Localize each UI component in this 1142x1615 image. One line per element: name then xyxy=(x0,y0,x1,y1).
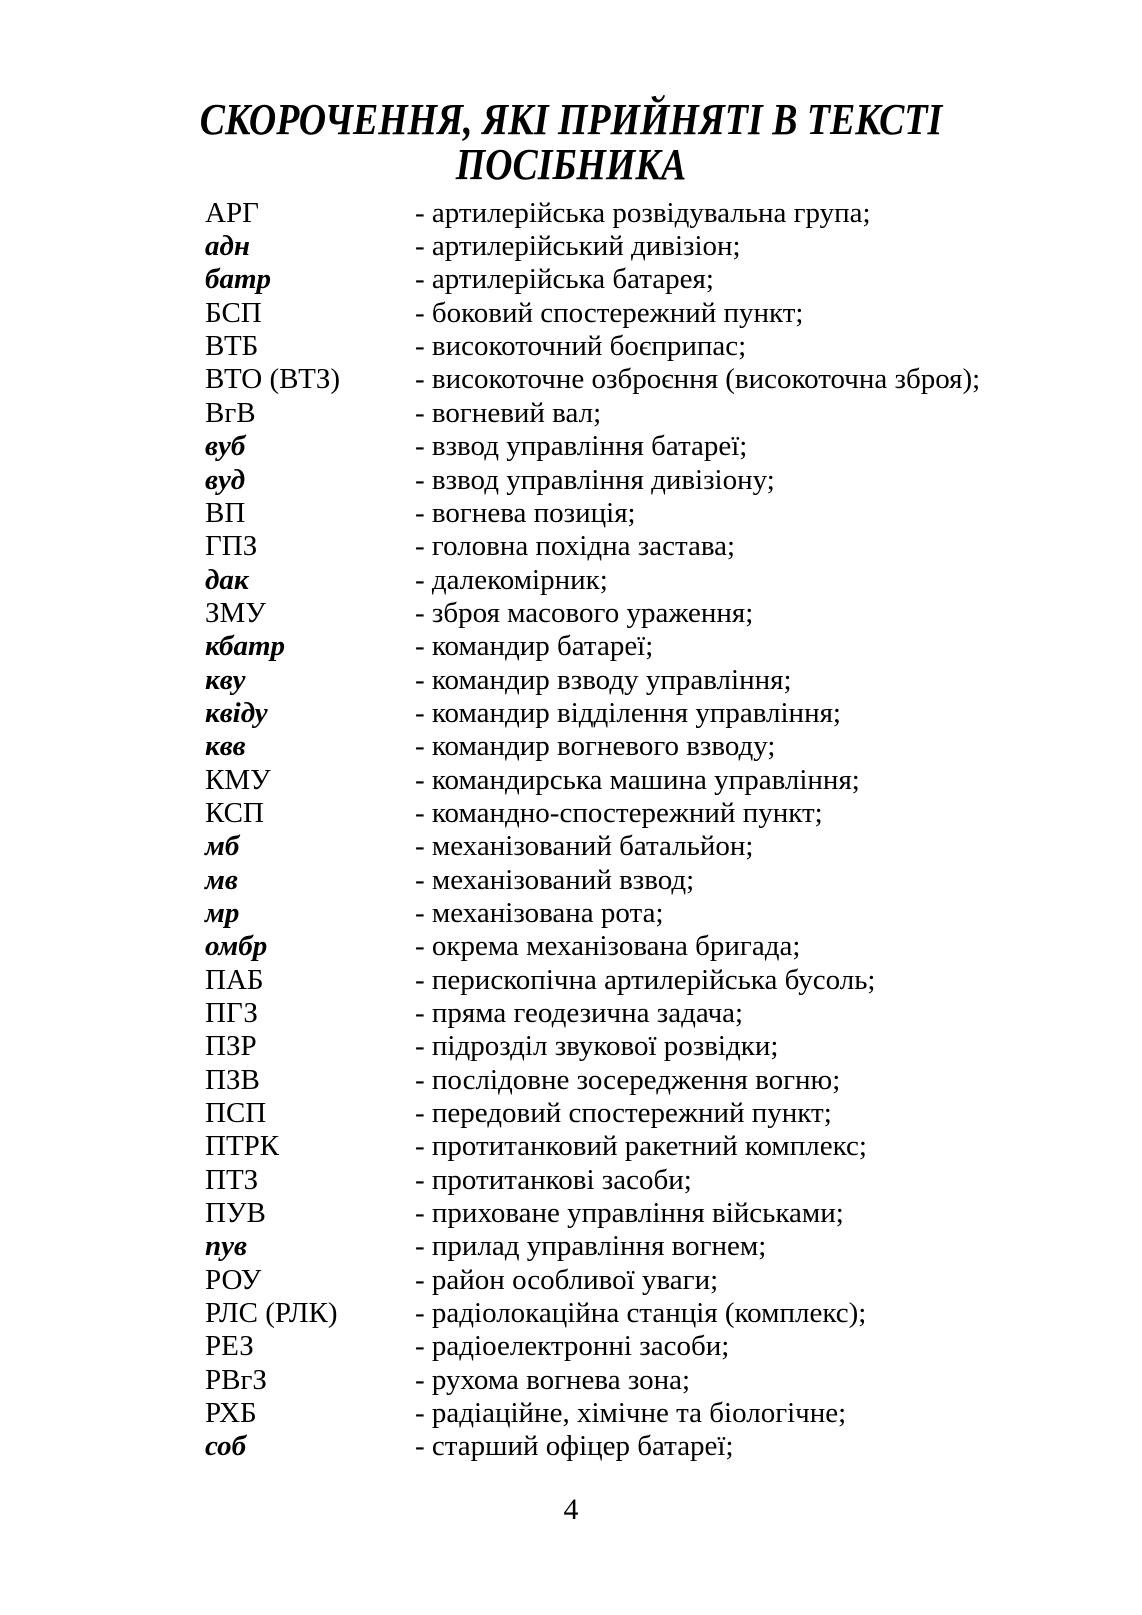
abbreviation-row xyxy=(0,297,1142,330)
abbreviation-row xyxy=(0,230,1142,263)
abbreviation-row xyxy=(0,197,1142,230)
abbreviation-definition: - високоточний боєприпас; xyxy=(415,330,747,363)
abbreviation-row xyxy=(0,697,1142,730)
abbreviation-term: КСП xyxy=(205,796,264,829)
abbreviation-row xyxy=(0,897,1142,930)
abbreviation-row xyxy=(0,1330,1142,1363)
abbreviation-term: пув xyxy=(205,1230,247,1263)
abbreviation-row xyxy=(0,1164,1142,1197)
abbreviation-term: ПТРК xyxy=(205,1130,280,1163)
abbreviation-term: дак xyxy=(205,563,249,596)
page-number: 4 xyxy=(563,1493,579,1526)
abbreviation-term: ВП xyxy=(205,496,246,529)
abbreviation-definition: - взвод управління дивізіону; xyxy=(415,463,775,496)
abbreviation-definition: - артилерійська батарея; xyxy=(415,263,714,296)
abbreviation-definition: - район особливої уваги; xyxy=(415,1263,719,1296)
abbreviation-definition: - високоточне озброєння (високоточна зброя); xyxy=(415,363,981,396)
abbreviation-term: РЛС (РЛК) xyxy=(205,1297,338,1330)
abbreviation-term: квіду xyxy=(205,696,268,729)
abbreviation-row xyxy=(0,530,1142,563)
abbreviation-definition: - механізована рота; xyxy=(415,896,664,929)
abbreviation-row xyxy=(0,864,1142,897)
abbreviation-term: батр xyxy=(205,263,272,296)
abbreviation-row xyxy=(0,497,1142,530)
abbreviation-definition: - перископічна артилерійська бусоль; xyxy=(415,963,876,996)
abbreviation-term: АРГ xyxy=(205,196,259,229)
abbreviation-term: РВгЗ xyxy=(205,1363,267,1396)
abbreviation-row xyxy=(0,1064,1142,1097)
abbreviation-term: ЗМУ xyxy=(205,596,266,629)
abbreviation-row xyxy=(0,330,1142,363)
abbreviation-row xyxy=(0,397,1142,430)
page-title-line2: ПОСІБНИКА xyxy=(455,139,687,189)
abbreviation-row xyxy=(0,1230,1142,1263)
abbreviation-term: ПСП xyxy=(205,1097,267,1130)
abbreviation-term: ПЗВ xyxy=(205,1063,260,1096)
abbreviation-definition: - артилерійська розвідувальна група; xyxy=(415,196,871,229)
abbreviation-definition: - підрозділ звукової розвідки; xyxy=(415,1030,779,1063)
abbreviation-row xyxy=(0,263,1142,296)
abbreviation-definition: - командир взводу управління; xyxy=(415,663,792,696)
page-title-line1: СКОРОЧЕННЯ, ЯКІ ПРИЙНЯТІ В ТЕКСТІ xyxy=(199,95,943,144)
abbreviation-term: БСП xyxy=(205,296,262,329)
abbreviation-row xyxy=(0,1197,1142,1230)
abbreviation-term: омбр xyxy=(205,930,268,963)
abbreviation-definition: - старший офіцер батареї; xyxy=(415,1430,734,1463)
abbreviation-definition: - командир відділення управління; xyxy=(415,696,841,729)
abbreviation-definition: - прилад управління вогнем; xyxy=(415,1230,767,1263)
abbreviation-term: мб xyxy=(205,830,240,863)
abbreviation-row xyxy=(0,363,1142,396)
abbreviation-row xyxy=(0,1297,1142,1330)
abbreviation-row xyxy=(0,997,1142,1030)
abbreviation-row xyxy=(0,964,1142,997)
abbreviation-term: ПУВ xyxy=(205,1197,266,1230)
abbreviation-definition: - головна похідна застава; xyxy=(415,530,736,563)
abbreviation-term: РОУ xyxy=(205,1263,262,1296)
abbreviation-definition: - радіолокаційна станція (комплекс); xyxy=(415,1297,867,1330)
abbreviation-row xyxy=(0,464,1142,497)
abbreviation-row xyxy=(0,1264,1142,1297)
abbreviation-row xyxy=(0,930,1142,963)
abbreviation-term: ВТО (ВТЗ) xyxy=(205,363,341,396)
abbreviation-row xyxy=(0,1430,1142,1463)
abbreviation-definition: - командир вогневого взводу; xyxy=(415,730,776,763)
abbreviation-definition: - протитанковий ракетний комплекс; xyxy=(415,1130,867,1163)
abbreviation-row xyxy=(0,1397,1142,1430)
abbreviation-row xyxy=(0,1030,1142,1063)
abbreviation-term: ПЗР xyxy=(205,1030,257,1063)
abbreviation-term: ГПЗ xyxy=(205,530,258,563)
abbreviation-term: кбатр xyxy=(205,630,286,663)
abbreviation-term: ВТБ xyxy=(205,330,259,363)
abbreviation-definition: - рухома вогнева зона; xyxy=(415,1363,691,1396)
abbreviation-definition: - механізований батальйон; xyxy=(415,830,754,863)
page-title xyxy=(80,0,1062,188)
abbreviation-row xyxy=(0,597,1142,630)
abbreviation-row xyxy=(0,564,1142,597)
abbreviation-term: ВгВ xyxy=(205,396,256,429)
abbreviation-definition: - артилерійський дивізіон; xyxy=(415,230,741,263)
abbreviation-term: квв xyxy=(205,730,246,763)
abbreviation-term: ПГЗ xyxy=(205,997,258,1029)
abbreviation-definition: - механізований взвод; xyxy=(415,863,695,896)
abbreviation-row xyxy=(0,764,1142,797)
abbreviation-term: кву xyxy=(205,663,246,696)
abbreviation-definition: - зброя масового ураження; xyxy=(415,596,754,629)
abbreviation-row xyxy=(0,797,1142,830)
abbreviation-row xyxy=(0,1364,1142,1397)
abbreviation-term: вуб xyxy=(205,430,246,463)
abbreviation-list xyxy=(0,197,1142,1464)
abbreviation-definition: - пряма геодезична задача; xyxy=(415,997,744,1029)
abbreviation-term: вуд xyxy=(205,463,246,496)
abbreviation-definition: - далекомірник; xyxy=(415,563,608,596)
abbreviation-definition: - передовий спостережний пункт; xyxy=(415,1097,832,1130)
abbreviation-definition: - командирська машина управління; xyxy=(415,763,860,796)
abbreviation-definition: - вогнева позиція; xyxy=(415,496,636,529)
abbreviation-row xyxy=(0,830,1142,863)
abbreviation-row xyxy=(0,630,1142,663)
abbreviation-term: РЕЗ xyxy=(205,1330,254,1363)
abbreviation-row xyxy=(0,1097,1142,1130)
abbreviation-definition: - окрема механізована бригада; xyxy=(415,930,801,963)
abbreviation-term: мв xyxy=(205,863,238,896)
abbreviation-definition: - боковий спостережний пункт; xyxy=(415,296,804,329)
abbreviation-term: КМУ xyxy=(205,763,271,796)
abbreviation-row xyxy=(0,664,1142,697)
abbreviation-definition: - послідовне зосередження вогню; xyxy=(415,1063,841,1096)
abbreviation-term: ПАБ xyxy=(205,963,264,996)
abbreviation-row xyxy=(0,730,1142,763)
abbreviation-term: мр xyxy=(205,896,240,929)
abbreviation-definition: - радіаційне, хімічне та біологічне; xyxy=(415,1397,847,1430)
abbreviation-row xyxy=(0,1130,1142,1163)
abbreviation-term: ПТЗ xyxy=(205,1163,259,1196)
abbreviation-term: РХБ xyxy=(205,1397,257,1430)
abbreviation-term: адн xyxy=(205,230,250,263)
abbreviation-definition: - командно-спостережний пункт; xyxy=(415,796,823,829)
abbreviation-definition: - протитанкові засоби; xyxy=(415,1163,692,1196)
abbreviation-definition: - радіоелектронні засоби; xyxy=(415,1330,730,1363)
abbreviation-definition: - вогневий вал; xyxy=(415,396,602,429)
abbreviation-term: соб xyxy=(205,1430,247,1463)
abbreviation-definition: - командир батареї; xyxy=(415,630,654,663)
abbreviation-definition: - приховане управління військами; xyxy=(415,1197,844,1230)
abbreviation-definition: - взвод управління батареї; xyxy=(415,430,748,463)
abbreviation-row xyxy=(0,430,1142,463)
